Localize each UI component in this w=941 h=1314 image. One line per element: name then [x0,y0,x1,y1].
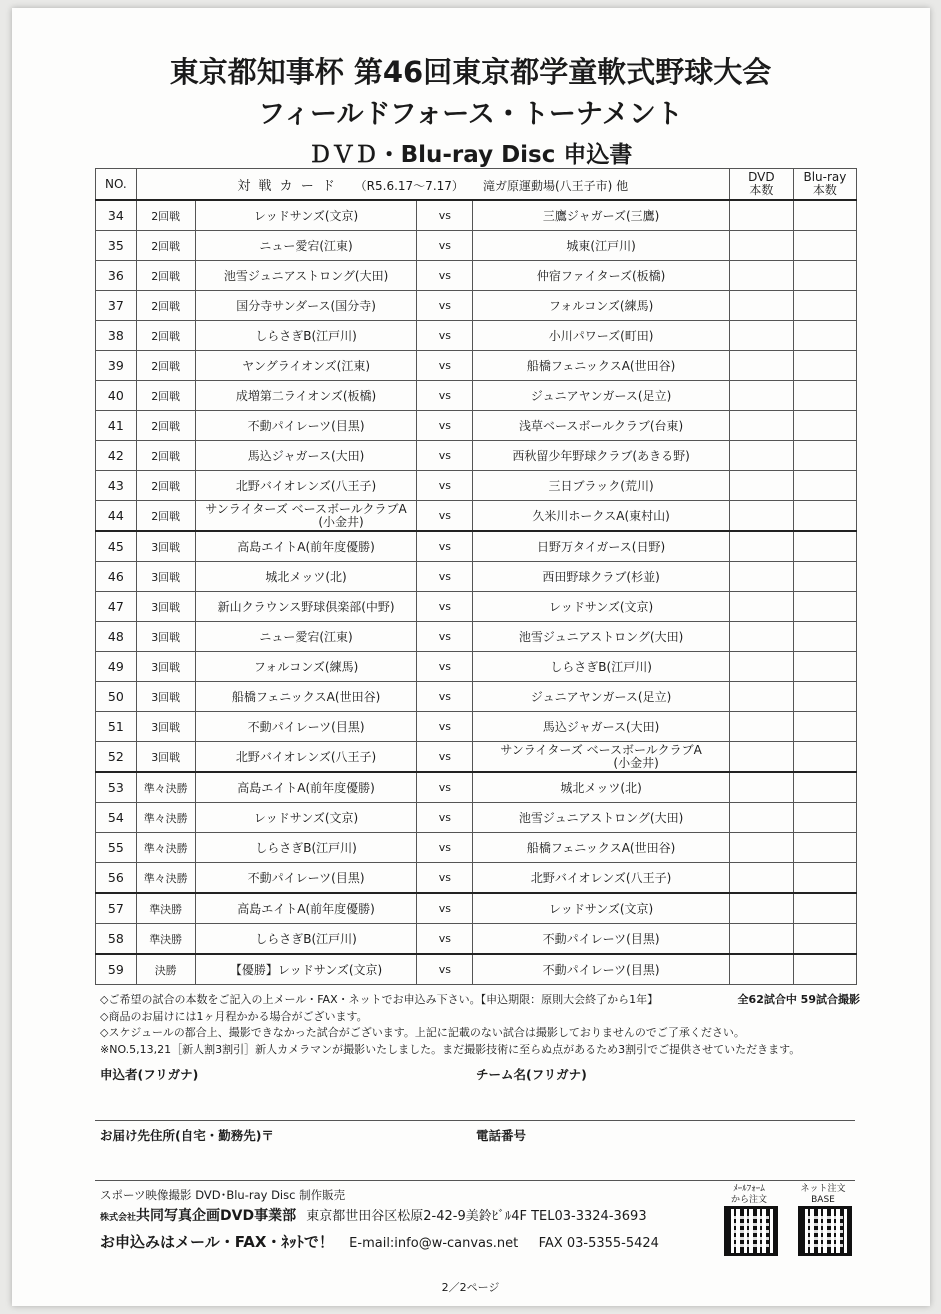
header-bluray-qty [793,169,856,201]
match-no: 59 [96,954,137,985]
versus-label: vs [417,261,473,291]
table-row [96,411,857,441]
dvd-qty-field[interactable] [729,351,793,381]
table-row [96,351,857,381]
away-team: 船橋フェニックスA(世田谷) [473,351,729,381]
away-team: 小川パワーズ(町田) [473,321,729,351]
table-row [96,742,857,773]
bluray-qty-field[interactable] [793,291,856,321]
bluray-qty-field[interactable] [793,531,856,562]
dvd-qty-field[interactable] [729,622,793,652]
home-team: しらさぎB(江戸川) [195,833,417,863]
away-team: しらさぎB(江戸川) [473,652,729,682]
home-team: 高島エイトA(前年度優勝) [195,772,417,803]
notes-block [100,992,860,1058]
bluray-qty-field[interactable] [793,772,856,803]
match-no: 41 [96,411,137,441]
table-row [96,441,857,471]
match-no: 48 [96,622,137,652]
match-no: 38 [96,321,137,351]
note-line-3: ◇スケジュールの都合上、撮影できなかった試合がございます。上記に記載のない試合は撮影しておりませんのでご了承ください。 [100,1026,745,1039]
note-line-2: ◇商品のお届けには1ヶ月程かかる場合がございます。 [100,1009,368,1023]
header-dvd-label: DVD 本数 [748,170,775,197]
match-no: 37 [96,291,137,321]
tournament-subtitle: フィールドフォース・トーナメント [258,99,683,130]
match-round: 3回戦 [136,531,195,562]
table-row [96,924,857,955]
home-team: フォルコンズ(練馬) [195,652,417,682]
home-team: ニュー愛宕(江東) [195,622,417,652]
match-round: 3回戦 [136,622,195,652]
away-team [473,742,729,773]
tournament-title: 東京都知事杯 第46回東京都学童軟式野球大会 [169,55,772,89]
home-team: レッドサンズ(文京) [195,200,417,231]
versus-label: vs [417,321,473,351]
table-row [96,863,857,894]
match-round: 2回戦 [136,261,195,291]
match-round: 3回戦 [136,712,195,742]
match-no: 39 [96,351,137,381]
versus-label: vs [417,231,473,261]
header-card-period: （R5.6.17～7.17） [354,178,464,193]
qr-code-base-icon[interactable] [798,1206,852,1256]
match-no: 43 [96,471,137,501]
coverage-summary: 全62試合中 59試合撮影 [737,993,860,1006]
versus-label: vs [417,441,473,471]
dvd-qty-field[interactable] [729,321,793,351]
table-row [96,893,857,924]
dvd-qty-field[interactable] [729,772,793,803]
dvd-qty-field[interactable] [729,562,793,592]
match-no: 55 [96,833,137,863]
match-no: 58 [96,924,137,955]
away-team: 不動パイレーツ(目黒) [473,924,729,955]
table-row [96,200,857,231]
home-team: 馬込ジャガース(大田) [195,441,417,471]
table-row [96,803,857,833]
versus-label: vs [417,742,473,773]
dvd-qty-field[interactable] [729,742,793,773]
dvd-qty-field[interactable] [729,471,793,501]
phone-label: 電話番号 [476,1128,527,1143]
match-order-table [95,168,857,985]
company-address: 東京都世田谷区松原2-42-9美鈴ﾋﾞﾙ4F TEL03-3324-3693 [306,1209,647,1224]
dvd-qty-field[interactable] [729,682,793,712]
match-no: 47 [96,592,137,622]
match-no: 36 [96,261,137,291]
table-row [96,682,857,712]
match-round: 決勝 [136,954,195,985]
match-round: 2回戦 [136,200,195,231]
company-name: 共同写真企画DVD事業部 [136,1208,297,1224]
table-body [96,200,857,985]
bluray-qty-field[interactable] [793,321,856,351]
form-title: ＤＶＤ・Blu-ray Disc 申込書 [308,142,633,168]
match-no: 46 [96,562,137,592]
home-team [195,501,417,532]
home-team: 北野バイオレンズ(八王子) [195,471,417,501]
match-no: 40 [96,381,137,411]
away-team: 城北メッツ(北) [473,772,729,803]
table-row [96,833,857,863]
match-round: 2回戦 [136,471,195,501]
table-row [96,261,857,291]
bluray-qty-field[interactable] [793,652,856,682]
home-team: しらさぎB(江戸川) [195,321,417,351]
dvd-qty-field[interactable] [729,441,793,471]
match-no: 57 [96,893,137,924]
bluray-qty-field[interactable] [793,742,856,773]
away-team-name: サンライターズ ベースボールクラブA [500,742,702,757]
away-team: 三鷹ジャガーズ(三鷹) [473,200,729,231]
match-round: 3回戦 [136,652,195,682]
away-team: レッドサンズ(文京) [473,592,729,622]
dvd-qty-field[interactable] [729,712,793,742]
bluray-qty-field[interactable] [793,803,856,833]
away-team: 船橋フェニックスA(世田谷) [473,833,729,863]
dvd-qty-field[interactable] [729,381,793,411]
match-round: 3回戦 [136,742,195,773]
match-round: 準決勝 [136,924,195,955]
header-match-card [136,169,729,201]
match-no: 34 [96,200,137,231]
table-row [96,622,857,652]
note-text-1: ◇ご希望の試合の本数をご記入の上メール・FAX・ネットでお申込み下さい。【申込期限：原則大会終了から1年】 [100,993,659,1006]
contact-fax: FAX 03-5355-5424 [538,1236,659,1251]
bluray-qty-field[interactable] [793,833,856,863]
match-round: 2回戦 [136,291,195,321]
versus-label: vs [417,291,473,321]
contact-email: E-mail:info@w-canvas.net [349,1236,519,1251]
match-no: 45 [96,531,137,562]
versus-label: vs [417,803,473,833]
bluray-qty-field[interactable] [793,682,856,712]
match-no: 54 [96,803,137,833]
match-round: 3回戦 [136,682,195,712]
qr-mailform-label: ﾒｰﾙﾌｫｰﾑ から注文 [730,1184,767,1205]
dvd-qty-field[interactable] [729,863,793,894]
page-number: 2／2ページ [441,1281,500,1294]
dvd-qty-field[interactable] [729,833,793,863]
versus-label: vs [417,471,473,501]
bluray-qty-field[interactable] [793,592,856,622]
bluray-qty-field[interactable] [793,471,856,501]
table-row [96,562,857,592]
home-team: 不動パイレーツ(目黒) [195,712,417,742]
home-team: 国分寺サンダース(国分寺) [195,291,417,321]
home-team: 新山クラウンス野球倶楽部(中野) [195,592,417,622]
bluray-qty-field[interactable] [793,622,856,652]
match-no: 52 [96,742,137,773]
match-no: 50 [96,682,137,712]
home-team: 【優勝】レッドサンズ(文京) [195,954,417,985]
away-team: 久米川ホークスA(東村山) [473,501,729,532]
dvd-qty-field[interactable] [729,592,793,622]
home-team: ヤングライオンズ(江東) [195,351,417,381]
match-round: 2回戦 [136,441,195,471]
match-round: 2回戦 [136,411,195,441]
home-team: ニュー愛宕(江東) [195,231,417,261]
match-round: 3回戦 [136,562,195,592]
home-team: 船橋フェニックスA(世田谷) [195,682,417,712]
bluray-qty-field[interactable] [793,562,856,592]
match-round: 準決勝 [136,893,195,924]
away-team: 北野バイオレンズ(八王子) [473,863,729,894]
match-round: 準々決勝 [136,833,195,863]
home-team: しらさぎB(江戸川) [195,924,417,955]
bluray-qty-field[interactable] [793,863,856,894]
divider-applicant [95,1120,855,1121]
table-row [96,772,857,803]
match-round: 2回戦 [136,381,195,411]
home-team: 成増第二ライオンズ(板橋) [195,381,417,411]
away-team: 西秋留少年野球クラブ(あきる野) [473,441,729,471]
away-team: 池雪ジュニアストロング(大田) [473,622,729,652]
bluray-qty-field[interactable] [793,954,856,985]
versus-label: vs [417,592,473,622]
versus-label: vs [417,712,473,742]
match-no: 42 [96,441,137,471]
bluray-qty-field[interactable] [793,200,856,231]
versus-label: vs [417,381,473,411]
versus-label: vs [417,924,473,955]
dvd-qty-field[interactable] [729,501,793,532]
away-team: 浅草ベースボールクラブ(台東) [473,411,729,441]
match-round: 準々決勝 [136,863,195,894]
versus-label: vs [417,954,473,985]
divider-address [95,1180,855,1181]
home-team: 高島エイトA(前年度優勝) [195,893,417,924]
team-name-label: チーム名(フリガナ) [476,1067,587,1082]
table-row [96,501,857,532]
match-no: 51 [96,712,137,742]
table-header-row [96,169,857,201]
table-row [96,291,857,321]
dvd-qty-field[interactable] [729,954,793,985]
bluray-qty-field[interactable] [793,411,856,441]
dvd-qty-field[interactable] [729,893,793,924]
match-round: 準々決勝 [136,772,195,803]
footer-contact-line [100,1231,659,1252]
match-round: 2回戦 [136,321,195,351]
order-cta: お申込みはメール・FAX・ﾈｯﾄで！ [100,1233,334,1251]
home-team: レッドサンズ(文京) [195,803,417,833]
match-round: 2回戦 [136,231,195,261]
table-row [96,231,857,261]
dvd-qty-field[interactable] [729,803,793,833]
bluray-qty-field[interactable] [793,441,856,471]
match-no: 44 [96,501,137,532]
header-card-venue: 滝ガ原運動場(八王子市) 他 [482,178,629,193]
versus-label: vs [417,200,473,231]
versus-label: vs [417,351,473,381]
versus-label: vs [417,501,473,532]
versus-label: vs [417,652,473,682]
header-bluray-label: Blu-ray 本数 [803,170,847,197]
versus-label: vs [417,833,473,863]
match-round: 3回戦 [136,592,195,622]
bluray-qty-field[interactable] [793,712,856,742]
dvd-qty-field[interactable] [729,231,793,261]
qr-base-label: ネット注文 BASE [800,1184,846,1205]
address-label: お届け先住所(自宅・勤務先)〒 [100,1128,274,1143]
versus-label: vs [417,531,473,562]
match-no: 49 [96,652,137,682]
match-round: 2回戦 [136,351,195,381]
away-team: 馬込ジャガース(大田) [473,712,729,742]
dvd-qty-field[interactable] [729,924,793,955]
dvd-qty-field[interactable] [729,291,793,321]
away-team: 三日ブラック(荒川) [473,471,729,501]
away-team: 日野万タイガース(日野) [473,531,729,562]
footer-company-line [100,1205,647,1225]
bluray-qty-field[interactable] [793,381,856,411]
bluray-qty-field[interactable] [793,924,856,955]
match-no: 56 [96,863,137,894]
dvd-qty-field[interactable] [729,652,793,682]
versus-label: vs [417,682,473,712]
company-prefix: 株式会社 [100,1213,137,1223]
table-row [96,592,857,622]
footer-tagline: スポーツ映像撮影 DVD･Blu-ray Disc 制作販売 [100,1188,346,1202]
versus-label: vs [417,863,473,894]
header-dvd-qty [729,169,793,201]
versus-label: vs [417,622,473,652]
bluray-qty-field[interactable] [793,261,856,291]
versus-label: vs [417,893,473,924]
home-team-area: (小金井) [318,514,364,529]
table-row [96,531,857,562]
bluray-qty-field[interactable] [793,501,856,532]
table-row [96,381,857,411]
bluray-qty-field[interactable] [793,351,856,381]
match-no: 35 [96,231,137,261]
away-team: ジュニアヤンガース(足立) [473,682,729,712]
home-team: 城北メッツ(北) [195,562,417,592]
header-no: NO. [96,169,137,201]
note-line-1 [100,992,860,1009]
away-team-area: (小金井) [613,755,659,770]
home-team: 不動パイレーツ(目黒) [195,411,417,441]
bluray-qty-field[interactable] [793,231,856,261]
away-team: 不動パイレーツ(目黒) [473,954,729,985]
home-team: 高島エイトA(前年度優勝) [195,531,417,562]
away-team: フォルコンズ(練馬) [473,291,729,321]
versus-label: vs [417,562,473,592]
dvd-qty-field[interactable] [729,531,793,562]
away-team: 仲宿ファイターズ(板橋) [473,261,729,291]
dvd-qty-field[interactable] [729,261,793,291]
away-team: レッドサンズ(文京) [473,893,729,924]
home-team: 北野バイオレンズ(八王子) [195,742,417,773]
table-row [96,471,857,501]
table-row [96,652,857,682]
away-team: ジュニアヤンガース(足立) [473,381,729,411]
dvd-qty-field[interactable] [729,200,793,231]
applicant-label: 申込者(フリガナ) [100,1067,199,1082]
home-team: 不動パイレーツ(目黒) [195,863,417,894]
match-round: 2回戦 [136,501,195,532]
bluray-qty-field[interactable] [793,893,856,924]
home-team-name: サンライターズ ベースボールクラブA [205,501,407,516]
versus-label: vs [417,411,473,441]
match-round: 準々決勝 [136,803,195,833]
dvd-qty-field[interactable] [729,411,793,441]
table-row [96,954,857,985]
away-team: 西田野球クラブ(杉並) [473,562,729,592]
away-team: 池雪ジュニアストロング(大田) [473,803,729,833]
note-line-4: ※NO.5,13,21［新人割3割引］新人カメラマンが撮影いたしました。まだ撮影技術に至らぬ点があるため3割引でご提供させていただきます。 [100,1042,801,1056]
header-card-label: 対 戦 カ ー ド [237,178,337,194]
home-team: 池雪ジュニアストロング(大田) [195,261,417,291]
qr-code-mailform-icon[interactable] [724,1206,778,1256]
match-no: 53 [96,772,137,803]
table-row [96,712,857,742]
versus-label: vs [417,772,473,803]
away-team: 城東(江戸川) [473,231,729,261]
table-row [96,321,857,351]
